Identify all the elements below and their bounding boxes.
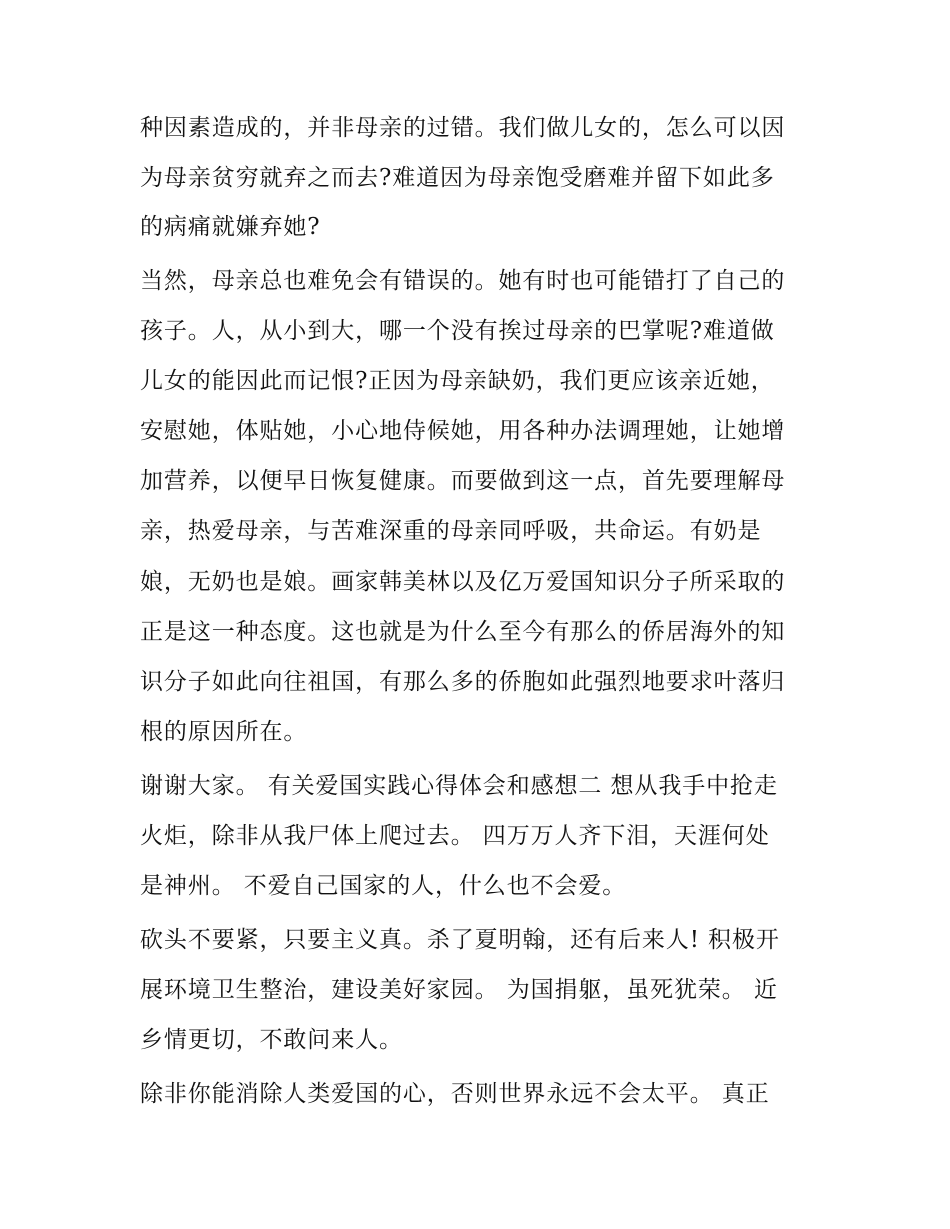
text-line: 火炬，除非从我尸体上爬过去。 四万万人齐下泪，天涯何处 bbox=[140, 823, 770, 849]
text-line: 展环境卫生整治，建设美好家园。 为国捐躯，虽死犹荣。 近 bbox=[140, 977, 778, 1003]
text-line: 的病痛就嫌弃她? bbox=[140, 214, 321, 240]
text-line: 乡情更切，不敢问来人。 bbox=[140, 1027, 403, 1053]
text-line: 砍头不要紧，只要主义真。杀了夏明翰，还有后来人! 积极开 bbox=[140, 927, 780, 953]
text-line: 除非你能消除人类爱国的心，否则世界永远不会太平。 真正 bbox=[140, 1081, 770, 1107]
text-line: 娘，无奶也是娘。画家韩美林以及亿万爱国知识分子所采取的 bbox=[140, 569, 786, 595]
text-line: 根的原因所在。 bbox=[140, 719, 308, 745]
text-line: 当然，母亲总也难免会有错误的。她有时也可能错打了自己的 bbox=[140, 268, 786, 294]
text-line: 孩子。人，从小到大，哪一个没有挨过母亲的巴掌呢?难道做 bbox=[140, 318, 775, 344]
text-line: 是神州。 不爱自己国家的人，什么也不会爱。 bbox=[140, 873, 627, 899]
text-line: 识分子如此向往祖国，有那么多的侨胞如此强烈地要求叶落归 bbox=[140, 669, 786, 695]
text-line: 亲，热爱母亲，与苦难深重的母亲同呼吸，共命运。有奶是 bbox=[140, 518, 762, 544]
text-line: 儿女的能因此而记恨?正因为母亲缺奶，我们更应该亲近她， bbox=[140, 368, 775, 394]
text-line: 谢谢大家。 有关爱国实践心得体会和感想二 想从我手中抢走 bbox=[140, 773, 778, 799]
text-line: 种因素造成的，并非母亲的过错。我们做儿女的，怎么可以因 bbox=[140, 115, 786, 141]
text-line: 为母亲贫穷就弃之而去?难道因为母亲饱受磨难并留下如此多 bbox=[140, 165, 775, 191]
text-line: 加营养，以便早日恢复健康。而要做到这一点，首先要理解母 bbox=[140, 468, 786, 494]
text-line: 正是这一种态度。这也就是为什么至今有那么的侨居海外的知 bbox=[140, 619, 786, 645]
text-line: 安慰她，体贴她，小心地侍候她，用各种办法调理她，让她增 bbox=[140, 418, 786, 444]
